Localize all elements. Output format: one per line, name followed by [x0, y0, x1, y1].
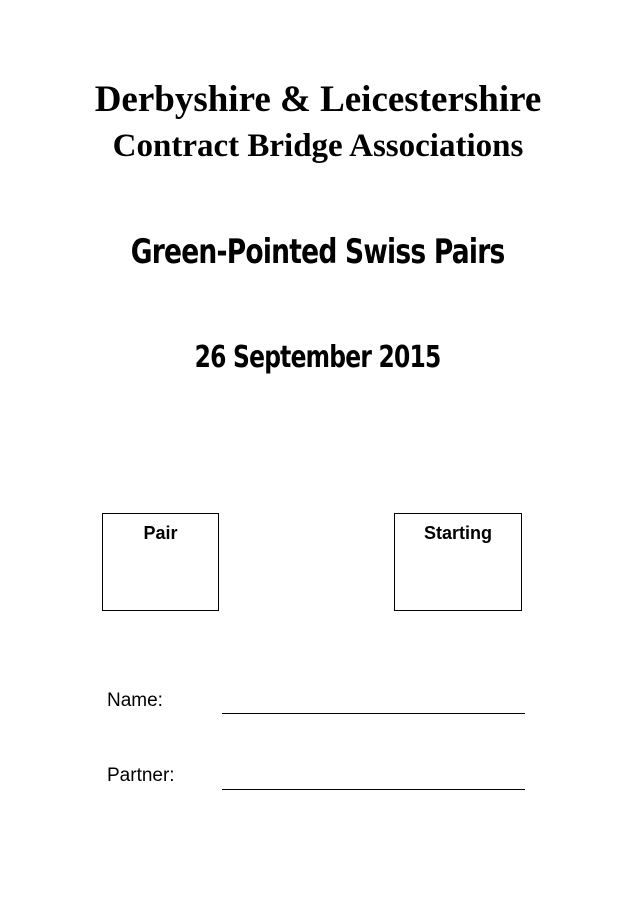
pair-number-box[interactable]	[102, 513, 219, 611]
name-field[interactable]	[222, 713, 525, 714]
organisation-title-line-1: Derbyshire & Leicestershire	[94, 79, 542, 120]
pair-box-label: Pair	[143, 523, 178, 543]
event-date	[0, 340, 636, 375]
starting-box-label: Starting	[423, 523, 492, 543]
starting-position-box[interactable]	[394, 513, 522, 611]
name-label: Name:	[107, 690, 163, 711]
event-title-text: Green-Pointed Swiss Pairs	[131, 232, 505, 272]
organisation-title-line-2: Contract Bridge Associations	[112, 128, 524, 164]
event-date-text: 26 September 2015	[195, 340, 441, 375]
partner-field[interactable]	[222, 789, 525, 790]
partner-label: Partner:	[107, 765, 175, 786]
event-title	[0, 232, 636, 272]
